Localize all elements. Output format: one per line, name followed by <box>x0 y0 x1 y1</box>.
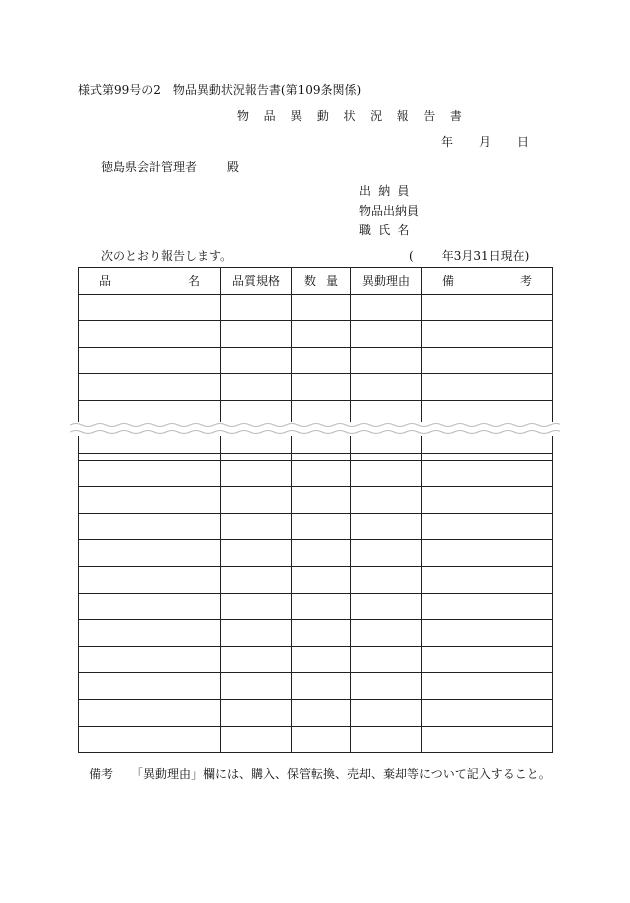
addressee-honorific: 殿 <box>227 160 240 174</box>
table-row <box>79 347 553 374</box>
table-row <box>79 374 553 401</box>
table-cell <box>422 321 553 348</box>
table-cell <box>221 646 292 673</box>
table-cell <box>422 699 553 726</box>
table-cell <box>351 513 422 540</box>
date-line <box>441 133 529 150</box>
table-row <box>79 540 553 567</box>
table-cell <box>221 321 292 348</box>
table-cell <box>221 726 292 753</box>
table-cell <box>422 434 553 461</box>
table-cell <box>221 460 292 487</box>
table-cell <box>221 374 292 401</box>
header-quantity: 数 量 <box>292 268 351 295</box>
table-cell <box>221 566 292 593</box>
date-month: 月 <box>479 135 492 149</box>
table-cell <box>292 374 351 401</box>
table-cell <box>79 540 221 567</box>
table-cell <box>292 460 351 487</box>
table-cell <box>351 540 422 567</box>
table-cell <box>221 513 292 540</box>
addressee-name: 徳島県会計管理者 <box>101 160 198 174</box>
table-row <box>79 487 553 514</box>
table-cell <box>351 620 422 647</box>
table-cell <box>79 487 221 514</box>
table-cell <box>292 513 351 540</box>
table-cell <box>292 540 351 567</box>
table-row <box>79 593 553 620</box>
table-cell <box>221 673 292 700</box>
table-row <box>79 321 553 348</box>
table-cell <box>292 699 351 726</box>
table-break-marker <box>70 422 560 436</box>
table-cell <box>422 620 553 647</box>
table-row <box>79 726 553 753</box>
header-spec: 品質規格 <box>221 268 292 295</box>
table-cell <box>221 294 292 321</box>
table-header-row <box>79 268 553 295</box>
table-cell <box>351 321 422 348</box>
table-cell <box>79 513 221 540</box>
sender-goods-cashier: 物品出納員 <box>359 204 420 218</box>
table-cell <box>292 294 351 321</box>
footnote-text: 「異動理由」欄には、購入、保管転換、売却、棄却等について記入すること。 <box>131 767 551 781</box>
table-cell <box>422 566 553 593</box>
table-row <box>79 646 553 673</box>
table-cell <box>79 699 221 726</box>
table-cell <box>422 347 553 374</box>
table-cell <box>292 726 351 753</box>
table-cell <box>351 294 422 321</box>
table-cell <box>221 540 292 567</box>
table-cell <box>79 726 221 753</box>
addressee <box>101 158 239 175</box>
table-cell <box>292 487 351 514</box>
table-cell <box>422 673 553 700</box>
table-cell <box>351 566 422 593</box>
table-cell <box>422 513 553 540</box>
table-row <box>79 699 553 726</box>
table-cell <box>422 460 553 487</box>
table-cell <box>292 566 351 593</box>
table-row <box>79 513 553 540</box>
form-number: 様式第99号の2 物品異動状況報告書(第109条関係) <box>78 83 362 97</box>
table-cell <box>292 673 351 700</box>
table-cell <box>292 321 351 348</box>
intro-text: 次のとおり報告します。 <box>101 249 233 263</box>
report-table-bottom <box>78 433 553 753</box>
table-cell <box>79 593 221 620</box>
table-row <box>79 566 553 593</box>
table-cell <box>79 347 221 374</box>
table-cell <box>422 374 553 401</box>
table-cell <box>79 646 221 673</box>
footnote-label: 備考 <box>89 767 114 781</box>
table-row <box>79 434 553 461</box>
table-cell <box>221 593 292 620</box>
table-cell <box>79 460 221 487</box>
as-of-date: ( 年3月31日現在) <box>409 249 530 263</box>
table-cell <box>351 699 422 726</box>
table-cell <box>221 487 292 514</box>
sender-title-name: 職氏名 <box>359 223 417 237</box>
table-cell <box>79 566 221 593</box>
table-row <box>79 294 553 321</box>
table-cell <box>292 620 351 647</box>
table-cell <box>79 374 221 401</box>
header-remarks: 備 考 <box>422 268 553 295</box>
table-cell <box>422 294 553 321</box>
table-cell <box>351 374 422 401</box>
date-day: 日 <box>517 135 530 149</box>
table-cell <box>351 347 422 374</box>
table-row <box>79 673 553 700</box>
table-cell <box>351 487 422 514</box>
table-row <box>79 460 553 487</box>
table-cell <box>351 434 422 461</box>
table-row <box>79 620 553 647</box>
table-cell <box>79 321 221 348</box>
table-cell <box>351 593 422 620</box>
footnote <box>89 765 551 782</box>
table-cell <box>79 434 221 461</box>
table-cell <box>351 673 422 700</box>
table-cell <box>422 646 553 673</box>
table-cell <box>422 726 553 753</box>
table-cell <box>292 434 351 461</box>
document-title: 物 品 異 動 状 況 報 告 書 <box>237 109 468 123</box>
table-cell <box>292 593 351 620</box>
sender-cashier: 出納員 <box>359 184 417 198</box>
table-cell <box>221 347 292 374</box>
table-cell <box>422 593 553 620</box>
table-cell <box>351 646 422 673</box>
table-cell <box>79 620 221 647</box>
table-cell <box>292 646 351 673</box>
table-cell <box>422 540 553 567</box>
table-cell <box>351 726 422 753</box>
table-cell <box>292 347 351 374</box>
date-year: 年 <box>441 135 454 149</box>
table-cell <box>221 620 292 647</box>
header-item-name: 品 名 <box>79 268 221 295</box>
table-cell <box>79 294 221 321</box>
table-cell <box>422 487 553 514</box>
table-cell <box>221 699 292 726</box>
header-reason: 異動理由 <box>351 268 422 295</box>
table-cell <box>221 434 292 461</box>
table-cell <box>79 673 221 700</box>
table-cell <box>351 460 422 487</box>
